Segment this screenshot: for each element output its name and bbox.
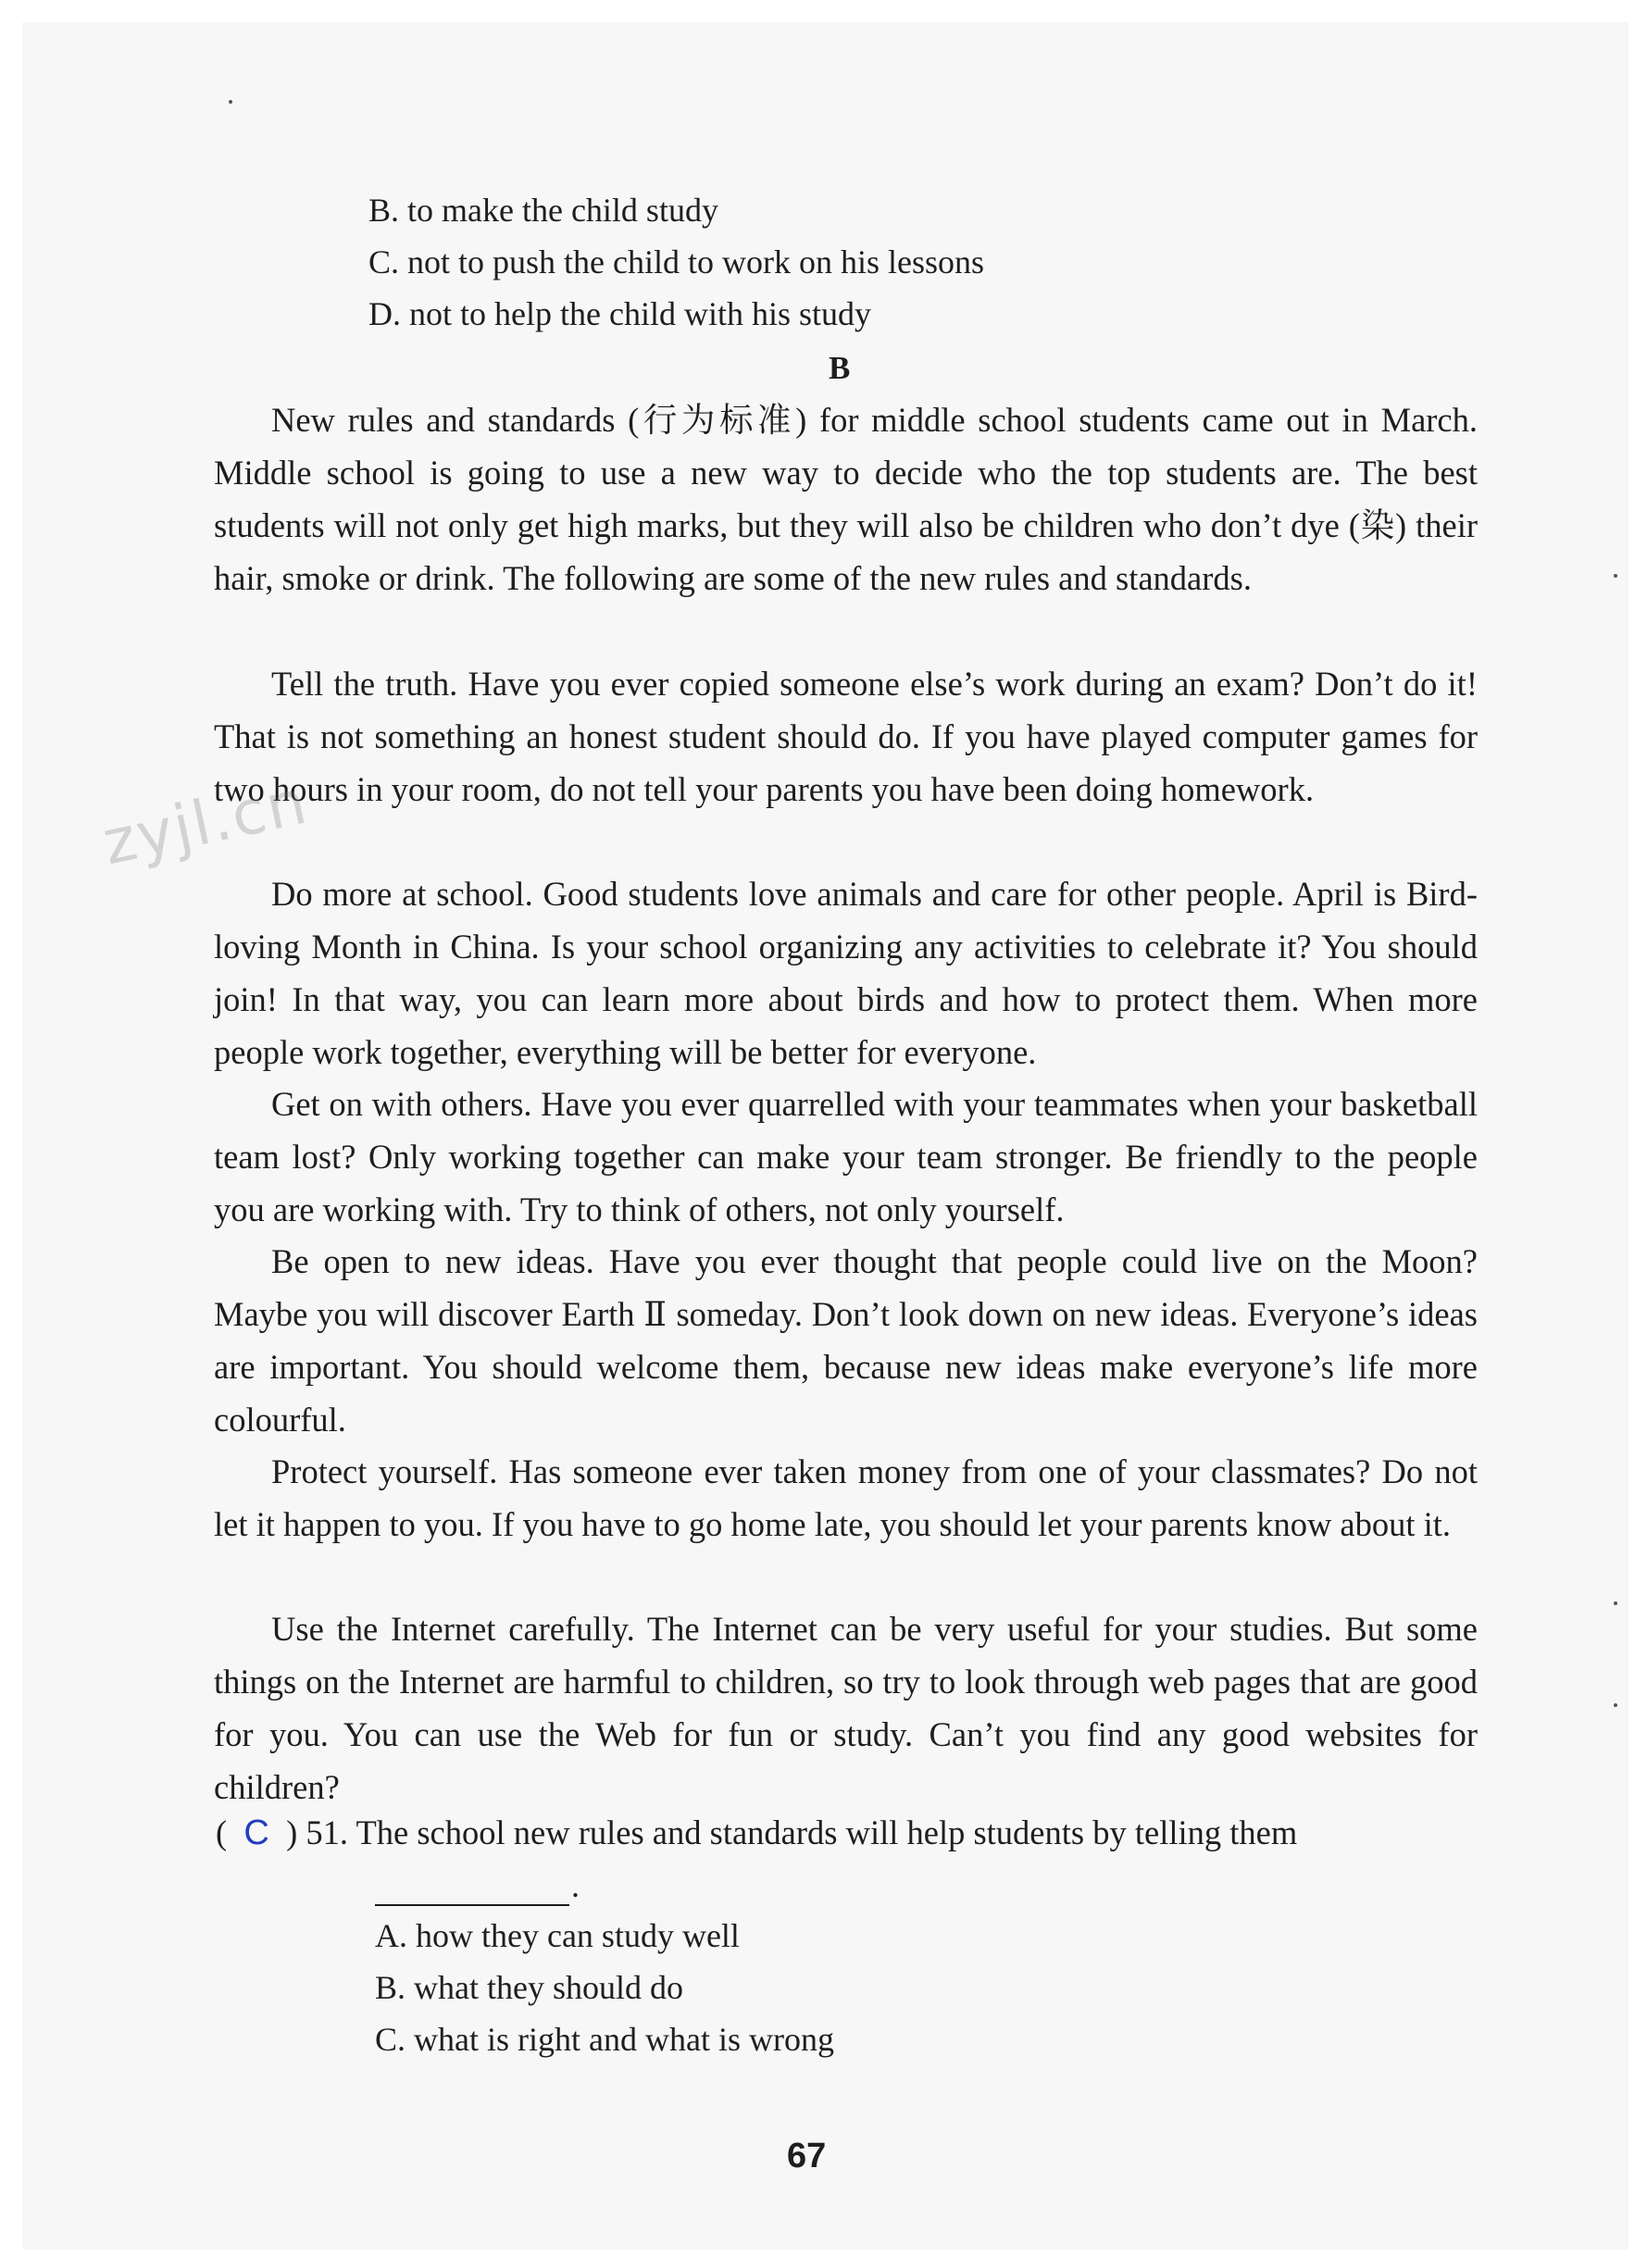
paragraph-intro: New rules and standards (行为标准) for middle school students came out in March. Middle school is going to use a new way to decide who the top students are. The best students will not only get high marks, but they will also be children who don’t dye (染) their hair, smoke or drink. The following are some of the new rules and standards. xyxy=(214,401,1478,597)
answer-blank xyxy=(375,1904,569,1906)
option-prev-b: B. to make the child study xyxy=(368,192,718,229)
answer-mark: C xyxy=(243,1813,269,1852)
paragraph-get-on: Get on with others. Have you ever quarrelled with your teammates when your basketball team lost? Only working together can make your team stronger. Be friendly to the people you are working with. Try to think of others, not only yourself. xyxy=(214,1085,1478,1228)
option-prev-d: D. not to help the child with his study xyxy=(368,295,871,332)
paragraph-internet: Use the Internet carefully. The Internet can be very useful for your studies. But some things on the Internet are harmful to children, so try to look through web pages that are good for you. You can use the Web for fun or study. Can’t you find any good websites for children? xyxy=(214,1610,1478,1806)
page-number: 67 xyxy=(787,2137,827,2175)
question-51 xyxy=(216,1813,1297,1853)
scan-speck xyxy=(229,100,232,104)
scan-speck xyxy=(1614,1703,1617,1707)
paragraph-new-ideas: Be open to new ideas. Have you ever thought that people could live on the Moon? Maybe you will discover Earth Ⅱ someday. Don’t look down on new ideas. Everyone’s ideas are important. You should welcome them, because new ideas make everyone’s life more colourful. xyxy=(214,1242,1478,1439)
option-prev-c: C. not to push the child to work on his lessons xyxy=(368,243,984,280)
question-number: ) 51. xyxy=(286,1813,349,1851)
answer-open-paren: ( xyxy=(216,1813,228,1851)
paragraph-do-more: Do more at school. Good students love animals and care for other people. April is Bird-loving Month in China. Is your school organizing any activities to celebrate it? You should join! In that way, you can learn more about birds and how to protect them. When more people work together, everything will be better for everyone. xyxy=(214,875,1478,1071)
option-c: C. what is right and what is wrong xyxy=(375,2021,834,2058)
scan-speck xyxy=(1614,574,1617,578)
question-stem: The school new rules and standards will help students by telling them xyxy=(356,1813,1298,1851)
option-b: B. what they should do xyxy=(375,1969,683,2006)
option-a: A. how they can study well xyxy=(375,1917,740,1954)
paragraph-protect: Protect yourself. Has someone ever taken money from one of your classmates? Do not let it happen to you. If you have to go home late, you should let your parents know about it. xyxy=(214,1452,1478,1543)
blank-period: . xyxy=(571,1867,580,1904)
scan-speck xyxy=(1614,1601,1617,1605)
section-heading: B xyxy=(829,350,851,386)
paragraph-tell-truth: Tell the truth. Have you ever copied someone else’s work during an exam? Don’t do it! That is not something an honest student should do. If you have played computer games for two hours in your room, do not tell your parents you have been doing homework. xyxy=(214,665,1478,808)
watermark: zyjl.cn xyxy=(96,766,315,879)
